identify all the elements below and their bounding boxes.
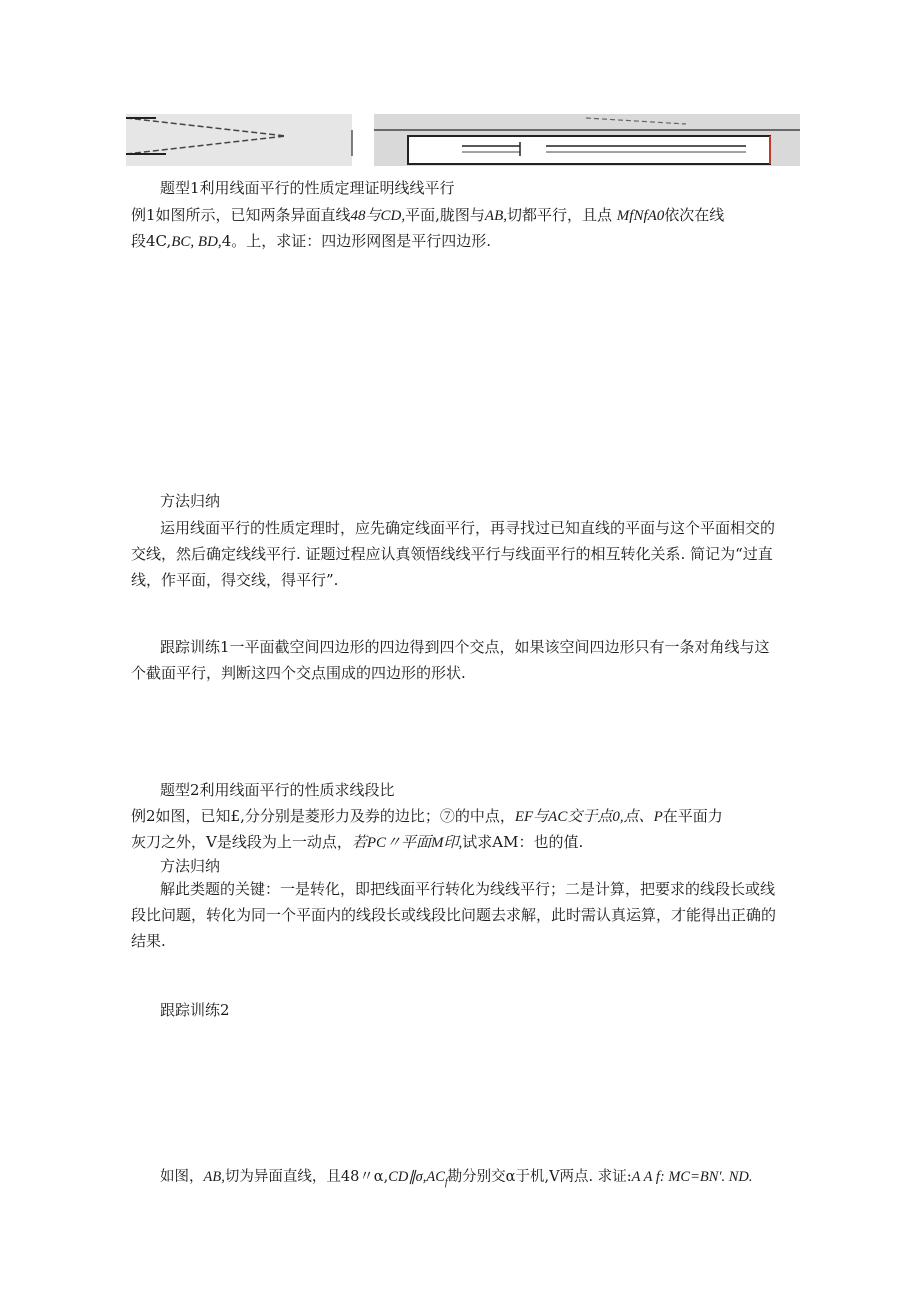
italic-segment: BC, BD, — [171, 234, 222, 250]
italic-segment: A A f: MC=BN'. ND. — [631, 1169, 753, 1185]
text-segment: 切都平行，且点 — [507, 206, 613, 224]
text-segment: 试求AM：也的值. — [462, 833, 584, 851]
method1-line2: 交线，然后确定线线平行. 证题过程应认真领悟线线平行与线面平行的相互转化关系. 简记为“过直 — [131, 545, 773, 563]
text-segment: 例2如图，已知£,分分别是菱形力及券的边比；⑦的中点， — [131, 807, 515, 825]
method2-line3: 结果. — [131, 932, 166, 950]
italic-segment: 若PC〃平面M印, — [351, 835, 463, 851]
type2-title: 题型2利用线面平行的性质求线段比 — [160, 781, 395, 799]
example2-line1 — [131, 806, 723, 827]
training1-line2: 个截面平行，判断这四个交点围成的四边形的形状. — [131, 664, 466, 682]
text-segment: 依次在线 — [664, 206, 725, 224]
italic-segment: MfNfA0 — [616, 208, 665, 224]
training2-body — [160, 1167, 753, 1193]
method1-line3: 线，作平面，得交线，得平行”. — [131, 571, 339, 589]
italic-segment: CD∥σ,AC — [388, 1169, 445, 1185]
text-segment: 4。上，求证：四边形网图是平行四边形. — [221, 232, 492, 250]
method-title-1: 方法归纳 — [160, 492, 221, 510]
text-segment: 灰刀之外，V是线段为上一动点， — [131, 833, 352, 851]
example2-line2 — [131, 832, 583, 853]
example1-line1 — [131, 205, 724, 226]
text-segment: 勘分别交α于机,V两点. 求证: — [447, 1169, 632, 1185]
text-segment: 如图， — [160, 1169, 204, 1185]
header-banner — [126, 114, 800, 166]
method2-line2: 段比问题，转化为同一个平面内的线段长或线段比问题去求解，此时需认真运算，才能得出正确的 — [131, 906, 777, 924]
text-segment: 切为异面直线，且48〃α, — [224, 1169, 389, 1185]
text-segment: 例1如图所示，已知两条异面直线 — [131, 206, 351, 224]
type1-title: 题型1利用线面平行的性质定理证明线线平行 — [160, 179, 455, 197]
subscript-segment: f — [444, 1176, 448, 1188]
italic-segment: AB, — [484, 208, 507, 224]
text-segment: 在平面力 — [662, 807, 723, 825]
italic-segment: EF与AC交于点0,点、P — [514, 809, 663, 825]
italic-segment: 48与CD, — [350, 208, 406, 224]
text-segment: 平面,胧图与 — [405, 206, 485, 224]
text-segment: 段4C, — [131, 232, 172, 250]
method1-line1: 运用线面平行的性质定理时，应先确定线面平行，再寻找过已知直线的平面与这个平面相交的 — [160, 519, 776, 537]
training2-title: 跟踪训练2 — [160, 1001, 230, 1019]
italic-segment: AB, — [203, 1169, 225, 1185]
method2-line1: 解此类题的关键：一是转化，即把线面平行转化为线线平行；二是计算，把要求的线段长或线 — [160, 880, 776, 898]
training1-line1: 跟踪训练1一平面截空间四边形的四边得到四个交点，如果该空间四边形只有一条对角线与这 — [160, 638, 770, 656]
example1-line2 — [131, 231, 491, 252]
method-title-2: 方法归纳 — [160, 857, 221, 875]
